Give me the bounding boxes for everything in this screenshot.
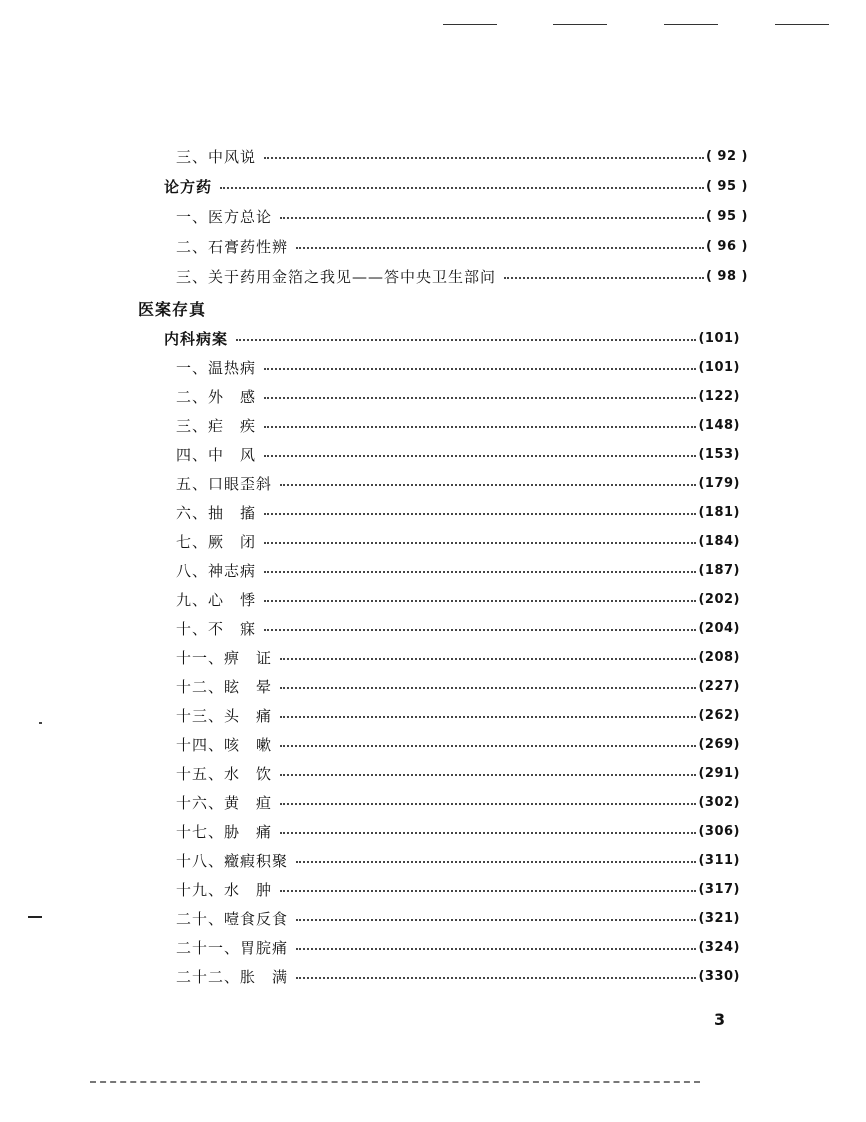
toc-entry[interactable] <box>176 906 740 930</box>
toc-entry[interactable] <box>176 732 740 756</box>
toc-entry[interactable] <box>176 384 740 408</box>
toc-entry-title: 二十一、胃脘痛 <box>176 938 289 957</box>
toc-entry-page: (184) <box>698 533 740 549</box>
toc-entry-page: (101) <box>698 330 740 346</box>
toc-entry[interactable] <box>176 877 740 901</box>
dot-leader <box>220 187 704 189</box>
dot-leader <box>296 861 696 863</box>
toc-entry-title: 二十、噎食反食 <box>176 909 289 928</box>
toc-entry-title: 四、中 风 <box>176 445 257 464</box>
toc-subsection[interactable] <box>164 174 748 198</box>
dot-leader <box>264 542 696 544</box>
dot-leader <box>264 629 696 631</box>
toc-entry[interactable] <box>176 674 740 698</box>
toc-entry-title: 七、厥 闭 <box>176 532 257 551</box>
toc-entry[interactable] <box>176 645 740 669</box>
toc-entry-page: (101) <box>698 359 740 375</box>
dot-leader <box>264 571 696 573</box>
toc-entry-title: 一、温热病 <box>176 358 257 377</box>
toc-entry[interactable] <box>176 848 740 872</box>
toc-entry-page: (227) <box>698 678 740 694</box>
scan-speck <box>39 722 42 724</box>
toc-entry[interactable] <box>176 529 740 553</box>
toc-entry-page: (122) <box>698 388 740 404</box>
dot-leader <box>280 745 696 747</box>
toc-entry-title: 十四、咳 嗽 <box>176 735 273 754</box>
toc-entry-title: 十八、癥瘕积聚 <box>176 851 289 870</box>
section-heading: 医案存真 <box>138 300 207 319</box>
toc-entry-page: (291) <box>698 765 740 781</box>
toc-entry[interactable] <box>176 790 740 814</box>
toc-entry-title: 十、不 寐 <box>176 619 257 638</box>
toc-entry[interactable] <box>176 471 740 495</box>
toc-entry-title: 十二、眩 晕 <box>176 677 273 696</box>
toc-entry-page: (153) <box>698 446 740 462</box>
dot-leader <box>296 247 704 249</box>
toc-entry-title: 十六、黄 疸 <box>176 793 273 812</box>
toc-entry-page: ( 98 ) <box>705 268 748 284</box>
toc-entry[interactable] <box>176 442 740 466</box>
toc-entry-page: (202) <box>698 591 740 607</box>
toc-entry-title: 十三、头 痛 <box>176 706 273 725</box>
toc-entry-title: 六、抽 搐 <box>176 503 257 522</box>
toc-entry[interactable] <box>176 935 740 959</box>
margin-mark <box>28 916 42 918</box>
toc-entry-title: 十五、水 饮 <box>176 764 273 783</box>
toc-entry-page: (148) <box>698 417 740 433</box>
page-number: 3 <box>714 1010 726 1029</box>
dot-leader <box>296 977 696 979</box>
toc-entry-page: (306) <box>698 823 740 839</box>
dot-leader <box>236 339 696 341</box>
toc-entry[interactable] <box>176 616 740 640</box>
dot-leader <box>264 397 696 399</box>
toc-entry-page: (311) <box>698 852 740 868</box>
dot-leader <box>280 217 704 219</box>
dot-leader <box>296 948 696 950</box>
toc-entry-title: 二、外 感 <box>176 387 257 406</box>
toc-entry-page: (269) <box>698 736 740 752</box>
toc-entry-page: (324) <box>698 939 740 955</box>
dot-leader <box>264 368 696 370</box>
dot-leader <box>296 919 696 921</box>
toc-entry-page: (302) <box>698 794 740 810</box>
toc-entry[interactable] <box>176 355 740 379</box>
toc-entry[interactable] <box>176 234 748 258</box>
toc-entry-title: 二、石膏药性辨 <box>176 237 289 256</box>
toc-entry[interactable] <box>176 144 748 168</box>
toc-entry[interactable] <box>176 964 740 988</box>
toc-entry-title: 三、关于药用金箔之我见——答中央卫生部问 <box>176 267 497 286</box>
dot-leader <box>280 484 696 486</box>
toc-entry-page: (317) <box>698 881 740 897</box>
toc-entry-page: (208) <box>698 649 740 665</box>
toc-entry-title: 三、疟 疾 <box>176 416 257 435</box>
toc-entry-page: ( 95 ) <box>705 208 748 224</box>
toc-entry-title: 三、中风说 <box>176 147 257 166</box>
dot-leader <box>504 277 704 279</box>
dot-leader <box>264 426 696 428</box>
toc-entry[interactable] <box>176 264 748 288</box>
footer-rule <box>90 1079 700 1083</box>
dot-leader <box>264 157 704 159</box>
toc-entry-page: (321) <box>698 910 740 926</box>
dot-leader <box>280 890 696 892</box>
toc-entry[interactable] <box>176 703 740 727</box>
toc-entry[interactable] <box>176 558 740 582</box>
dot-leader <box>280 658 696 660</box>
toc-entry[interactable] <box>176 204 748 228</box>
toc-entry-page: ( 95 ) <box>705 178 748 194</box>
toc-entry-page: (204) <box>698 620 740 636</box>
toc-entry-page: (181) <box>698 504 740 520</box>
toc-entry-title: 论方药 <box>164 177 213 196</box>
dot-leader <box>280 832 696 834</box>
dot-leader <box>264 455 696 457</box>
dot-leader <box>264 600 696 602</box>
toc-entry-page: (179) <box>698 475 740 491</box>
dot-leader <box>280 687 696 689</box>
dot-leader <box>280 803 696 805</box>
dot-leader <box>280 774 696 776</box>
toc-entry-title: 五、口眼歪斜 <box>176 474 273 493</box>
toc-entry-page: (262) <box>698 707 740 723</box>
toc-entry-title: 内科病案 <box>164 329 229 348</box>
toc-entry-title: 十一、痹 证 <box>176 648 273 667</box>
toc-entry-title: 十九、水 肿 <box>176 880 273 899</box>
toc-entry[interactable] <box>176 819 740 843</box>
toc-entry-title: 十七、胁 痛 <box>176 822 273 841</box>
toc-entry[interactable] <box>176 587 740 611</box>
toc-entry-page: (330) <box>698 968 740 984</box>
toc-entry-page: ( 92 ) <box>705 148 748 164</box>
dot-leader <box>280 716 696 718</box>
toc-subsection[interactable] <box>164 326 740 350</box>
toc-entry[interactable] <box>176 413 740 437</box>
toc-entry[interactable] <box>176 500 740 524</box>
toc-entry-title: 八、神志病 <box>176 561 257 580</box>
toc-entry-page: (187) <box>698 562 740 578</box>
toc-entry-page: ( 96 ) <box>705 238 748 254</box>
dot-leader <box>264 513 696 515</box>
toc-entry-title: 九、心 悸 <box>176 590 257 609</box>
toc-entry-title: 二十二、胀 满 <box>176 967 289 986</box>
toc-entry-title: 一、医方总论 <box>176 207 273 226</box>
toc-entry[interactable] <box>176 761 740 785</box>
